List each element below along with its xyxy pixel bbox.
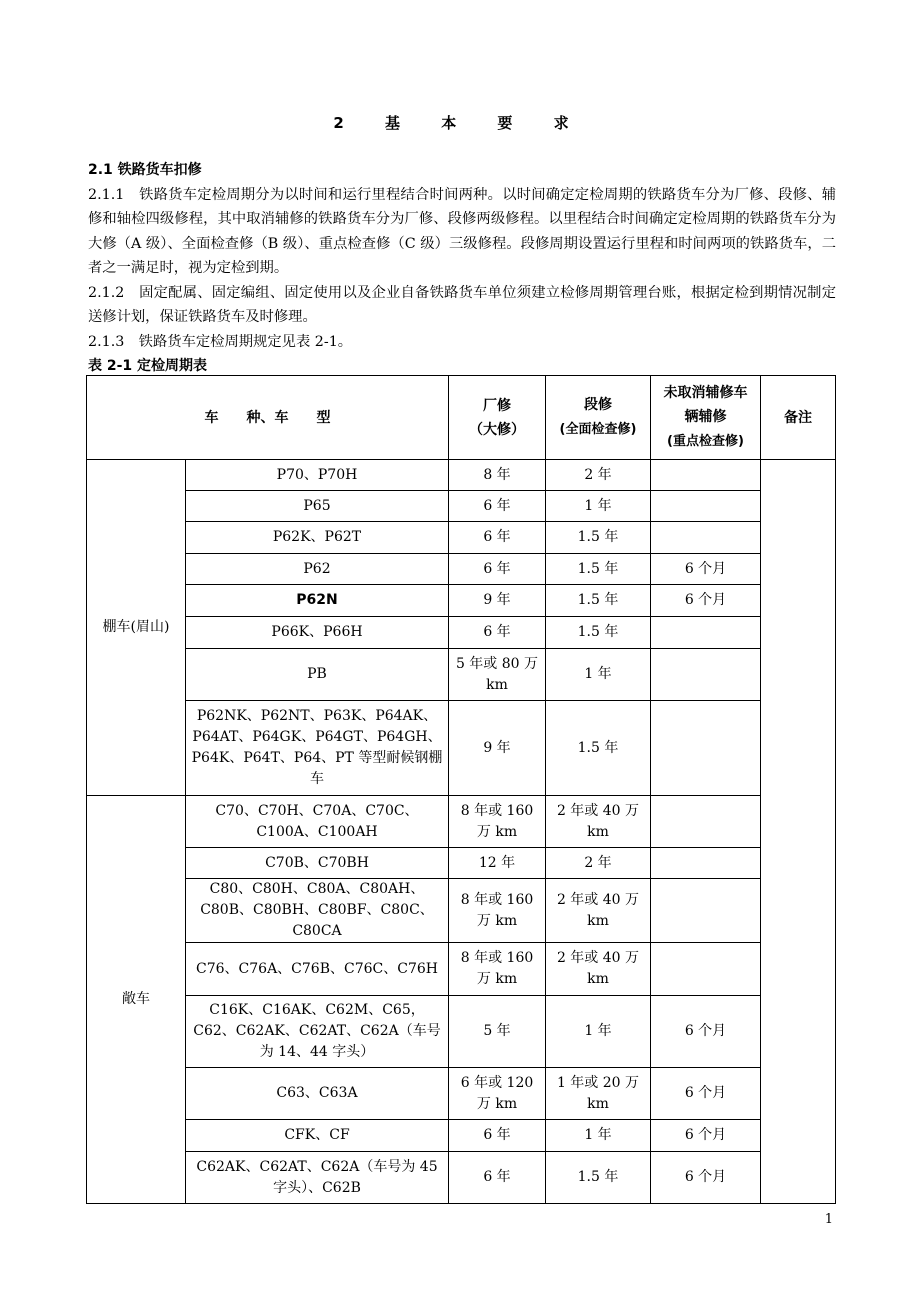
depot-repair-period: 2 年或 40 万 km <box>546 796 651 848</box>
aux-repair-period: 6 个月 <box>651 1152 761 1204</box>
vehicle-model: P65 <box>186 491 449 522</box>
vehicle-model: PB <box>186 649 449 701</box>
factory-repair-period: 5 年 <box>449 996 546 1068</box>
table-caption: 表 2-1 定检周期表 <box>88 358 208 374</box>
vehicle-model: P62K、P62T <box>186 522 449 554</box>
header-factory-label: 厂修 <box>483 397 511 414</box>
inspection-period-table <box>86 375 836 1204</box>
vehicle-model: C80、C80H、C80A、C80AH、C80B、C80BH、C80BF、C80C、C80CA <box>186 879 449 943</box>
depot-repair-period: 1 年 <box>546 996 651 1068</box>
header-vehicle-type: 车 种、车 型 <box>87 376 449 460</box>
vehicle-model: C62AK、C62AT、C62A（车号为 45 字头）、C62B <box>186 1152 449 1204</box>
aux-repair-period <box>651 879 761 943</box>
table-row <box>87 701 836 796</box>
header-depot-sub: (全面检查修) <box>559 422 637 437</box>
aux-repair-period <box>651 491 761 522</box>
factory-repair-period: 12 年 <box>449 848 546 879</box>
factory-repair-period: 8 年或 160 万 km <box>449 879 546 943</box>
table-body <box>87 460 836 1204</box>
depot-repair-period: 1.5 年 <box>546 554 651 585</box>
header-aux-sub: (重点检查修) <box>667 434 744 449</box>
factory-repair-period: 6 年 <box>449 554 546 585</box>
vehicle-model: C70B、C70BH <box>186 848 449 879</box>
table-row <box>87 491 836 522</box>
vehicle-model: P70、P70H <box>186 460 449 491</box>
header-depot-repair <box>546 376 651 460</box>
table-row <box>87 879 836 943</box>
factory-repair-period: 6 年 <box>449 491 546 522</box>
vehicle-category: 棚车(眉山) <box>87 460 186 796</box>
table-header-row <box>87 376 836 460</box>
aux-repair-period: 6 个月 <box>651 1120 761 1152</box>
aux-repair-period <box>651 848 761 879</box>
table-row <box>87 649 836 701</box>
depot-repair-period: 1 年 <box>546 1120 651 1152</box>
paragraph-2-1-3: 2.1.3 铁路货车定检周期规定见表 2-1。 <box>88 333 353 350</box>
aux-repair-period <box>651 796 761 848</box>
aux-repair-period <box>651 649 761 701</box>
depot-repair-period: 2 年 <box>546 848 651 879</box>
aux-repair-period <box>651 943 761 996</box>
factory-repair-period: 9 年 <box>449 701 546 796</box>
header-factory-repair <box>449 376 546 460</box>
depot-repair-period: 1.5 年 <box>546 522 651 554</box>
header-remark: 备注 <box>761 376 836 460</box>
table-row <box>87 617 836 649</box>
aux-repair-period <box>651 522 761 554</box>
header-factory-sub: （大修） <box>469 421 525 438</box>
factory-repair-period: 8 年 <box>449 460 546 491</box>
table-row <box>87 1152 836 1204</box>
depot-repair-period: 1.5 年 <box>546 1152 651 1204</box>
aux-repair-period <box>651 701 761 796</box>
table-row <box>87 848 836 879</box>
page-number: 1 <box>824 1212 833 1227</box>
factory-repair-period: 6 年或 120 万 km <box>449 1068 546 1120</box>
remark-cell <box>761 460 836 1204</box>
depot-repair-period: 2 年 <box>546 460 651 491</box>
vehicle-model: P62N <box>186 585 449 617</box>
vehicle-model: CFK、CF <box>186 1120 449 1152</box>
depot-repair-period: 1.5 年 <box>546 617 651 649</box>
aux-repair-period <box>651 460 761 491</box>
vehicle-model: C70、C70H、C70A、C70C、C100A、C100AH <box>186 796 449 848</box>
table-row <box>87 460 836 491</box>
table-row <box>87 796 836 848</box>
table-row <box>87 1120 836 1152</box>
depot-repair-period: 2 年或 40 万 km <box>546 943 651 996</box>
table-row <box>87 1068 836 1120</box>
vehicle-model: P66K、P66H <box>186 617 449 649</box>
vehicle-model: C16K、C16AK、C62M、C65，C62、C62AK、C62AT、C62A（车号为 14、44 字头） <box>186 996 449 1068</box>
factory-repair-period: 6 年 <box>449 522 546 554</box>
aux-repair-period <box>651 617 761 649</box>
aux-repair-period: 6 个月 <box>651 1068 761 1120</box>
table-row <box>87 554 836 585</box>
depot-repair-period: 1.5 年 <box>546 701 651 796</box>
factory-repair-period: 6 年 <box>449 617 546 649</box>
depot-repair-period: 1 年或 20 万 km <box>546 1068 651 1120</box>
aux-repair-period: 6 个月 <box>651 554 761 585</box>
vehicle-model: C76、C76A、C76B、C76C、C76H <box>186 943 449 996</box>
factory-repair-period: 6 年 <box>449 1120 546 1152</box>
vehicle-category: 敞车 <box>87 796 186 1204</box>
factory-repair-period: 8 年或 160 万 km <box>449 943 546 996</box>
paragraph-2-1-2: 2.1.2 固定配属、固定编组、固定使用以及企业自备铁路货车单位须建立检修周期管理台账，根据定检到期情况制定送修计划，保证铁路货车及时修理。 <box>88 284 836 325</box>
header-aux-repair <box>651 376 761 460</box>
section-heading: 2.1 铁路货车扣修 <box>88 162 202 178</box>
header-depot-label: 段修 <box>584 397 612 413</box>
aux-repair-period: 6 个月 <box>651 996 761 1068</box>
depot-repair-period: 1 年 <box>546 649 651 701</box>
depot-repair-period: 1.5 年 <box>546 585 651 617</box>
table-row <box>87 943 836 996</box>
factory-repair-period: 5 年或 80 万 km <box>449 649 546 701</box>
factory-repair-period: 6 年 <box>449 1152 546 1204</box>
factory-repair-period: 8 年或 160 万 km <box>449 796 546 848</box>
depot-repair-period: 2 年或 40 万 km <box>546 879 651 943</box>
table-row <box>87 996 836 1068</box>
vehicle-model: P62NK、P62NT、P63K、P64AK、P64AT、P64GK、P64GT、P64GH、P64K、P64T、P64、PT 等型耐候钢棚车 <box>186 701 449 796</box>
vehicle-model: C63、C63A <box>186 1068 449 1120</box>
aux-repair-period: 6 个月 <box>651 585 761 617</box>
table-row <box>87 585 836 617</box>
table-row <box>87 522 836 554</box>
chapter-heading: 2 基 本 要 求 <box>333 114 587 132</box>
depot-repair-period: 1 年 <box>546 491 651 522</box>
factory-repair-period: 9 年 <box>449 585 546 617</box>
document-body <box>88 158 836 379</box>
header-aux-label: 未取消辅修车辆辅修 <box>663 385 748 425</box>
vehicle-model: P62 <box>186 554 449 585</box>
paragraph-2-1-1: 2.1.1 铁路货车定检周期分为以时间和运行里程结合时间两种。以时间确定定检周期的铁路货车分为厂修、段修、辅修和轴检四级修程，其中取消辅修的铁路货车分为厂修、段修两级修程。以里程结合时间确定定检周期的铁路货车分为大修（A 级）、全面检查修（B 级）、重点检查修（C 级）三级修程。段修周期设置运行里程和时间两项的铁路货车，二者之一满足时，视为定检到期。 <box>88 186 836 276</box>
